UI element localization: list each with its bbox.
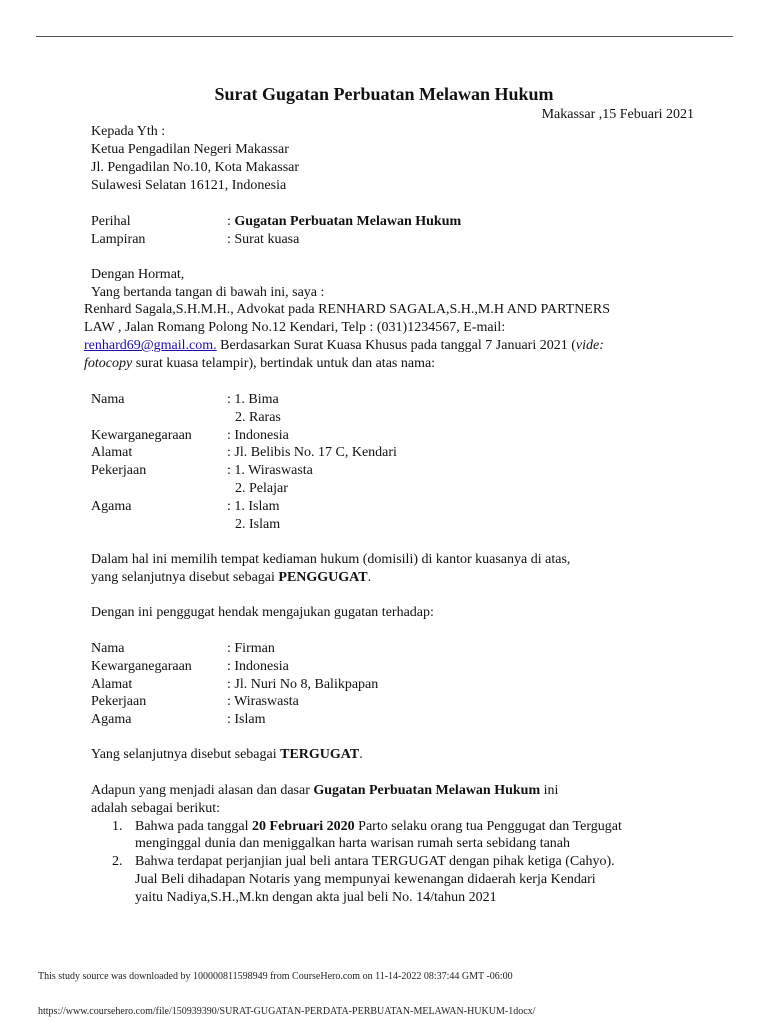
source-url[interactable]: https://www.coursehero.com/file/150939390/SURAT-GUGATAN-PERDATA-PERBUATAN-MELAWAN-HUKUM-1docx/ [38, 1006, 536, 1017]
plaintiff-kwn-label: Kewarganegaraan [91, 428, 192, 443]
plaintiff-nama-1: : 1. Bima [227, 392, 279, 407]
plaintiff-kwn-value: : Indonesia [227, 428, 289, 443]
plaintiff-pekerjaan-label: Pekerjaan [91, 463, 147, 478]
perihal-value: : Gugatan Perbuatan Melawan Hukum [227, 214, 462, 229]
opening-line-4: fotocopy surat kuasa telampir), bertindak untuk dan atas nama: [84, 356, 436, 371]
plaintiff-agama-1: : 1. Islam [227, 499, 280, 514]
tergugat-line: Yang selanjutnya disebut sebagai TERGUGAT. [91, 747, 363, 762]
reason-2-line-1: Bahwa terdapat perjanjian jual beli antara TERGUGAT dengan pihak ketiga (Cahyo). [135, 854, 615, 869]
domicile-line-2: yang selanjutnya disebut sebagai PENGGUGAT. [91, 570, 372, 585]
reason-1-line-2: menginggal dunia dan meniggalkan harta warisan rumah serta sebidang tanah [135, 836, 571, 851]
defendant-kwn-value: : Indonesia [227, 659, 289, 674]
reason-2-line-3: yaitu Nadiya,S.H.,M.kn dengan akta jual beli No. 14/tahun 2021 [135, 890, 497, 905]
lampiran-label: Lampiran [91, 232, 146, 247]
opening-line-3: renhard69@gmail.com. Berdasarkan Surat Kuasa Khusus pada tanggal 7 Januari 2021 (vide: [84, 338, 604, 353]
reason-2-line-2: Jual Beli dihadapan Notaris yang mempunyai kewenangan didaerah kerja Kendari [135, 872, 596, 887]
reason-1-number: 1. [112, 819, 123, 834]
opening-line-1: Renhard Sagala,S.H.M.H., Advokat pada RENHARD SAGALA,S.H.,M.H AND PARTNERS [84, 302, 610, 317]
plaintiff-alamat-label: Alamat [91, 445, 133, 460]
plaintiff-pekerjaan-1: : 1. Wiraswasta [227, 463, 313, 478]
reasons-intro-line-2: adalah sebagai berikut: [91, 801, 221, 816]
recipient-line-1: Ketua Pengadilan Negeri Makassar [91, 142, 289, 157]
lampiran-value: : Surat kuasa [227, 232, 300, 247]
perihal-label: Perihal [91, 214, 131, 229]
perihal-row [0, 213, 768, 231]
top-divider [36, 36, 733, 37]
reason-2-number: 2. [112, 854, 123, 869]
defendant-nama-value: : Firman [227, 641, 275, 656]
plaintiff-nama-label: Nama [91, 392, 125, 407]
plaintiff-agama-label: Agama [91, 499, 132, 514]
plaintiff-agama-2: 2. Islam [235, 517, 281, 532]
salutation: Dengan Hormat, [91, 267, 185, 282]
recipient-line-3: Sulawesi Selatan 16121, Indonesia [91, 178, 287, 193]
defendant-agama-label: Agama [91, 712, 132, 727]
document-title: Surat Gugatan Perbuatan Melawan Hukum [214, 84, 554, 104]
defendant-alamat-label: Alamat [91, 677, 133, 692]
opening-intro: Yang bertanda tangan di bawah ini, saya : [91, 285, 325, 300]
plaintiff-nama-2: 2. Raras [235, 410, 281, 425]
email-link[interactable]: renhard69@gmail.com. [84, 338, 217, 353]
recipient-line-2: Jl. Pengadilan No.10, Kota Makassar [91, 160, 300, 175]
reason-1-line-1: Bahwa pada tanggal 20 Februari 2020 Parto selaku orang tua Penggugat dan Tergugat [135, 819, 622, 834]
defendant-agama-value: : Islam [227, 712, 266, 727]
defendant-pekerjaan-value: : Wiraswasta [227, 694, 299, 709]
defendant-pekerjaan-label: Pekerjaan [91, 694, 147, 709]
reasons-intro: Adapun yang menjadi alasan dan dasar Gugatan Perbuatan Melawan Hukum ini [91, 783, 559, 798]
plaintiff-alamat-value: : Jl. Belibis No. 17 C, Kendari [227, 445, 397, 460]
plaintiff-pekerjaan-2: 2. Pelajar [235, 481, 288, 496]
perihal-value-text: Gugatan Perbuatan Melawan Hukum [234, 214, 462, 229]
defendant-nama-label: Nama [91, 641, 125, 656]
defendant-kwn-label: Kewarganegaraan [91, 659, 192, 674]
lampiran-row [0, 231, 768, 249]
place-date: Makassar ,15 Febuari 2021 [541, 107, 694, 122]
recipient-greeting: Kepada Yth : [91, 124, 166, 139]
against-intro: Dengan ini penggugat hendak mengajukan gugatan terhadap: [91, 605, 434, 620]
defendant-alamat-value: : Jl. Nuri No 8, Balikpapan [227, 677, 379, 692]
opening-line-2: LAW , Jalan Romang Polong No.12 Kendari, Telp : (031)1234567, E-mail: [84, 320, 506, 335]
download-note: This study source was downloaded by 100000811598949 from CourseHero.com on 11-14-2022 08:37:44 GMT -06:00 [38, 971, 513, 982]
domicile-line-1: Dalam hal ini memilih tempat kediaman hukum (domisili) di kantor kuasanya di atas, [91, 552, 571, 567]
